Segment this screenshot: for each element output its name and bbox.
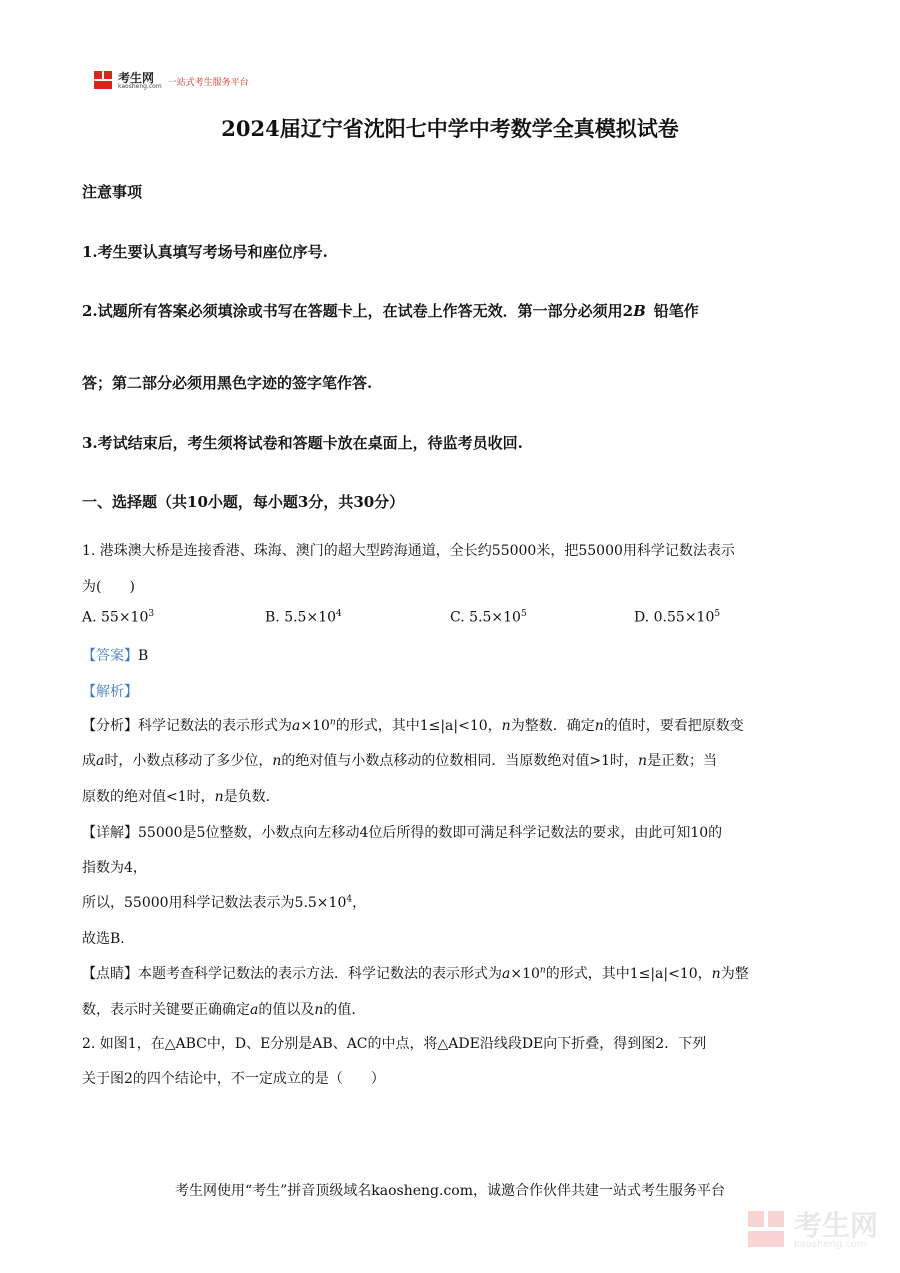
notice-item-2-pencil: B xyxy=(633,302,646,320)
watermark-name: 考生网 xyxy=(793,1209,878,1242)
notice-item-3: 3.考试结束后，考生须将试卷和答题卡放在桌面上，待监考员收回. xyxy=(82,434,523,452)
q1-option-d-base: 0.55×10 xyxy=(653,609,715,626)
fenxi-text: 是负数. xyxy=(223,789,271,805)
math-text: ×10 xyxy=(510,966,540,982)
q1-option-d xyxy=(634,609,720,626)
fenxi-line-3 xyxy=(82,786,270,806)
watermark-domain: kaosheng.com xyxy=(793,1239,867,1250)
xiangjie-line-1 xyxy=(82,822,722,842)
notice-item-2-part-d: 铅笔作 xyxy=(653,302,699,320)
q1-option-c xyxy=(450,609,527,626)
math-var: n xyxy=(214,789,224,805)
q1-answer xyxy=(82,645,148,665)
fenxi-text: 为整数．确定 xyxy=(510,718,595,734)
q1-option-a-base: 55×10 xyxy=(101,609,149,626)
xiangjie-tag: 【详解】 xyxy=(82,825,138,841)
xiangjie-line-2: 指数为4， xyxy=(82,860,147,876)
fenxi-text: 的形式，其中1≤|a|<10， xyxy=(335,718,502,734)
page-title: 2024届辽宁省沈阳七中学中考数学全真模拟试卷 xyxy=(221,116,679,141)
fenxi-text: 原数的绝对值<1时， xyxy=(82,789,215,805)
q1-option-c-label: C. xyxy=(450,609,465,626)
page-footer: 考生网使用“考生”拼音顶级域名kaosheng.com，诚邀合作伙伴共建一站式考生服务平台 xyxy=(174,1183,726,1199)
notice-item-2-part-a: 2.试题所有答案必须填涂或书写在答题卡上，在试卷上作答无效．第一部分必须用 xyxy=(82,302,623,320)
fenxi-text: 是正数；当 xyxy=(647,753,718,769)
math-var: a xyxy=(96,753,105,769)
q2-stem-line1: 2. 如图1，在△ABC中，D、E分别是AB、AC的中点，将△ADE沿线段DE向下折叠，得到图2．下列 xyxy=(82,1036,707,1052)
xiangjie-line-3 xyxy=(82,892,366,912)
dianjing-text: 本题考查科学记数法的表示方法．科学记数法的表示形式为 xyxy=(138,966,502,982)
math-var: n xyxy=(594,718,604,734)
xiangjie-text: ， xyxy=(352,895,367,911)
math-exp: n xyxy=(329,717,336,728)
notice-item-2-cont: 答；第二部分必须用黑色字迹的签字笔作答. xyxy=(82,374,373,392)
fenxi-text: 时，小数点移动了多少位， xyxy=(104,753,273,769)
q1-option-a xyxy=(82,609,154,626)
q1-option-d-exp: 5 xyxy=(714,609,721,619)
dianjing-text: 为整 xyxy=(720,966,749,982)
q1-option-c-exp: 5 xyxy=(520,609,527,619)
dianjing-line-2 xyxy=(82,999,356,1019)
logo-slogan: 一站式考生服务平台 xyxy=(167,77,249,88)
fenxi-text: 的绝对值与小数点移动的位数相同．当原数绝对值>1时， xyxy=(281,753,639,769)
q1-stem-line1: 1. 港珠澳大桥是连接香港、珠海、澳门的超大型跨海通道，全长约55000米，把55000用科学记数法表示 xyxy=(82,543,735,559)
fenxi-text: 的值时，要看把原数变 xyxy=(603,718,744,734)
math-exp: n xyxy=(539,965,546,976)
watermark xyxy=(748,1211,878,1251)
math-exp: 4 xyxy=(346,894,353,905)
fenxi-text: 科学记数法的表示形式为 xyxy=(138,718,292,734)
math-var: n xyxy=(638,753,648,769)
math-text: ×10 xyxy=(300,718,330,734)
math-var: a xyxy=(250,1002,259,1018)
math-var: n xyxy=(272,753,282,769)
math-var: n xyxy=(501,718,511,734)
math-var: a xyxy=(502,966,511,982)
q1-option-b-exp: 4 xyxy=(336,609,342,619)
q1-option-a-exp: 3 xyxy=(148,609,155,619)
notice-item-2 xyxy=(82,300,699,321)
watermark-text xyxy=(793,1209,878,1250)
dianjing-line-1 xyxy=(82,963,749,983)
notice-item-1: 1.考生要认真填写考场号和座位序号. xyxy=(82,243,328,261)
q1-option-b-label: B. xyxy=(265,609,280,626)
notice-item-2-num: 2 xyxy=(622,302,634,320)
analysis-tag: 【解析】 xyxy=(82,684,138,700)
xiangjie-text: 55000是5位整数，小数点向左移动4位后所得的数即可满足科学记数法的要求，由此可知10的 xyxy=(138,825,723,841)
q1-option-b-base: 5.5×10 xyxy=(284,609,337,626)
fenxi-text: 成 xyxy=(82,753,96,769)
xiangjie-line-4: 故选B. xyxy=(82,931,125,947)
math-var: n xyxy=(711,966,721,982)
dianjing-text: 的值. xyxy=(323,1002,356,1018)
math-var: a xyxy=(292,718,301,734)
dianjing-text: 数，表示时关键要正确确定 xyxy=(82,1002,250,1018)
fenxi-line-2 xyxy=(82,750,717,770)
q1-option-b xyxy=(265,609,342,626)
notice-heading: 注意事项 xyxy=(82,183,143,201)
section-heading: 一、选择题（共10小题，每小题3分，共30分） xyxy=(82,493,405,511)
site-logo xyxy=(94,71,249,91)
q1-option-a-label: A. xyxy=(82,609,97,626)
logo-text xyxy=(118,72,162,90)
fenxi-line-1 xyxy=(82,715,744,735)
q2-stem-line2: 关于图2的四个结论中，不一定成立的是（ ） xyxy=(82,1071,385,1087)
answer-tag: 【答案】 xyxy=(82,648,138,664)
watermark-logo-icon xyxy=(748,1211,788,1251)
fenxi-tag: 【分析】 xyxy=(82,718,138,734)
answer-value: B xyxy=(138,648,149,664)
logo-mark-icon xyxy=(94,71,114,91)
dianjing-tag: 【点睛】 xyxy=(82,966,138,982)
dianjing-text: 的形式，其中1≤|a|<10， xyxy=(545,966,712,982)
xiangjie-text: 所以，55000用科学记数法表示为5.5×10 xyxy=(82,895,347,911)
q1-option-d-label: D. xyxy=(634,609,650,626)
q1-stem-line2: 为( ) xyxy=(82,579,135,595)
logo-name: 考生网 xyxy=(118,71,155,85)
q1-option-c-base: 5.5×10 xyxy=(469,609,521,626)
dianjing-text: 的值以及 xyxy=(258,1002,315,1018)
logo-domain: kaosheng.com xyxy=(118,83,162,90)
math-var: n xyxy=(314,1002,324,1018)
